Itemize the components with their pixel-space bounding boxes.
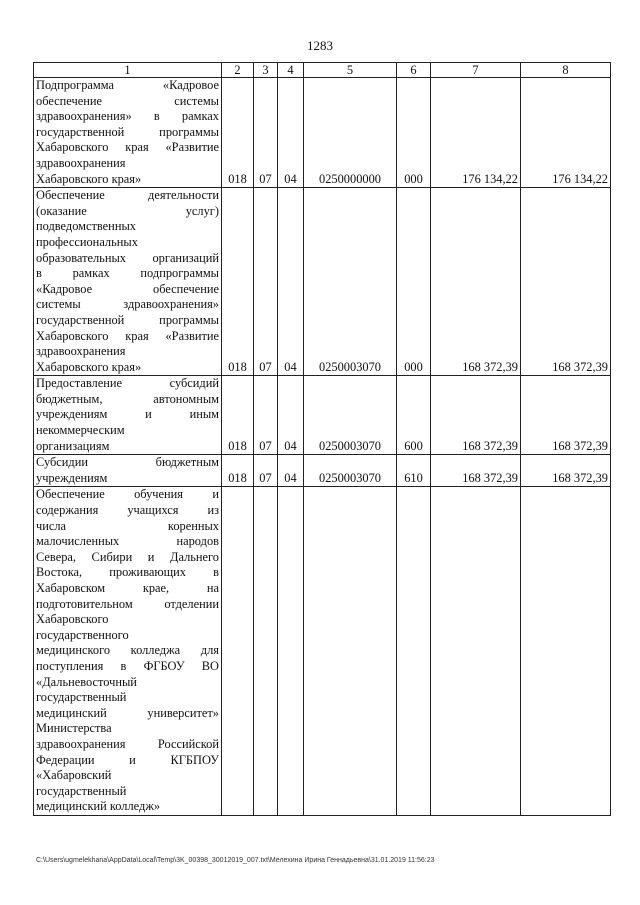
cell-expense-type: 000 [397,188,431,376]
row-name-cell [34,487,222,815]
row-name-line: государственного [36,627,129,642]
cell-section [254,487,278,815]
cell-amount-col7 [431,487,521,815]
row-name-line: «Дальневосточный [36,674,137,689]
column-header: 1 [34,63,222,78]
cell-target-article: 0250003070 [304,376,397,455]
row-name-line: Востока, проживающих в [36,565,219,580]
row-name-line: Обеспечение деятельности [36,188,219,203]
cell-subsection: 04 [278,376,304,455]
row-name-line: содержания учащихся из [36,503,219,518]
row-name-line: государственной программы [36,312,219,327]
row-name-line: «Хабаровский [36,768,112,783]
row-name-line: медицинский колледж» [36,799,161,814]
row-name-line: Предоставление субсидий [36,376,219,391]
row-name-line: поступления в ФГБОУ ВО [36,658,219,673]
row-name-line: учреждениям и иным [36,407,219,422]
row-name-line: здравоохранения [36,344,126,359]
table-header-row [34,63,611,78]
column-header: 6 [397,63,431,78]
row-name-line: Федерации и КГБПОУ [36,752,219,767]
column-header: 2 [222,63,254,78]
cell-subsection: 04 [278,78,304,188]
page-number: 1283 [307,38,333,53]
cell-amount-col8: 168 372,39 [521,455,611,487]
row-name-line: числа коренных [36,518,219,533]
cell-expense-type: 000 [397,78,431,188]
cell-subsection [278,487,304,815]
cell-target-article: 0250003070 [304,455,397,487]
cell-section: 07 [254,188,278,376]
row-name-line: медицинский университет» [36,705,219,720]
column-header: 7 [431,63,521,78]
row-name-line: Министерства [36,721,112,736]
row-name-line: Хабаровского края «Развитие [36,140,219,155]
cell-section: 07 [254,455,278,487]
table-row [34,376,611,455]
row-name-line: в рамках подпрограммы [36,266,219,281]
row-name-line: (оказание услуг) [36,203,219,218]
cell-target-article: 0250000000 [304,78,397,188]
column-header: 8 [521,63,611,78]
table-row [34,78,611,188]
cell-amount-col8: 176 134,22 [521,78,611,188]
file-path-footer: C:\Users\ugmelekhana\AppData\Local\Temp\3K_00398_30012019_007.txt\Мелехина Ирина Геннадьевна\31.01.2019 11:56:23 [36,857,435,864]
row-name-line: системы здравоохранения» [36,297,219,312]
row-name-line: Подпрограмма «Кадровое [36,78,219,92]
row-name-line: обеспечение системы [36,93,219,108]
row-name-line: медицинского колледжа для [36,643,219,658]
row-name-line: Хабаровском крае, на [36,581,219,595]
table-body [34,78,611,816]
row-name-line: здравоохранения Российской [36,736,219,751]
budget-table [33,62,611,816]
cell-ministry-code [222,487,254,815]
table-row [34,188,611,376]
cell-amount-col7: 168 372,39 [431,455,521,487]
row-name-cell [34,78,222,188]
row-name-line: «Кадровое обеспечение [36,281,219,296]
cell-amount-col8: 168 372,39 [521,376,611,455]
cell-target-article: 0250003070 [304,188,397,376]
row-name-line: образовательных организаций [36,250,219,265]
row-name-line: организациям [36,438,110,453]
row-name-line: Севера, Сибири и Дальнего [36,549,219,564]
cell-section: 07 [254,376,278,455]
row-name-line: Хабаровского края «Развитие [36,328,219,343]
cell-ministry-code: 018 [222,455,254,487]
row-name-line: бюджетным, автономным [36,391,219,406]
cell-amount-col7: 168 372,39 [431,376,521,455]
row-name-line: государственный [36,690,127,705]
cell-amount-col7: 176 134,22 [431,78,521,188]
row-name-line: профессиональных [36,234,138,249]
row-name-line: государственный [36,783,127,798]
cell-ministry-code: 018 [222,78,254,188]
cell-expense-type [397,487,431,815]
cell-expense-type: 600 [397,376,431,455]
row-name-cell [34,455,222,487]
row-name-cell [34,188,222,376]
cell-subsection: 04 [278,188,304,376]
row-name-line: подготовительном отделении [36,596,219,611]
row-name-line: учреждениям [36,470,108,485]
cell-ministry-code: 018 [222,188,254,376]
row-name-line: Субсидии бюджетным [36,455,219,470]
row-name-line: Обеспечение обучения и [36,487,219,502]
table-row [34,487,611,815]
row-name-line: Хабаровского края» [36,359,142,374]
cell-amount-col8: 168 372,39 [521,188,611,376]
cell-section: 07 [254,78,278,188]
cell-target-article [304,487,397,815]
row-name-line: здравоохранения» в рамках [36,109,219,124]
row-name-line: государственной программы [36,124,219,139]
column-header: 4 [278,63,304,78]
cell-ministry-code: 018 [222,376,254,455]
column-header: 3 [254,63,278,78]
cell-expense-type: 610 [397,455,431,487]
cell-subsection: 04 [278,455,304,487]
cell-amount-col8 [521,487,611,815]
column-header: 5 [304,63,397,78]
cell-amount-col7: 168 372,39 [431,188,521,376]
row-name-line: здравоохранения [36,155,126,170]
row-name-cell [34,376,222,455]
row-name-line: Хабаровского [36,612,109,627]
table-row [34,455,611,487]
row-name-line: Хабаровского края» [36,171,142,186]
row-name-line: некоммерческим [36,423,125,438]
row-name-line: малочисленных народов [36,534,219,549]
row-name-line: подведомственных [36,219,136,234]
